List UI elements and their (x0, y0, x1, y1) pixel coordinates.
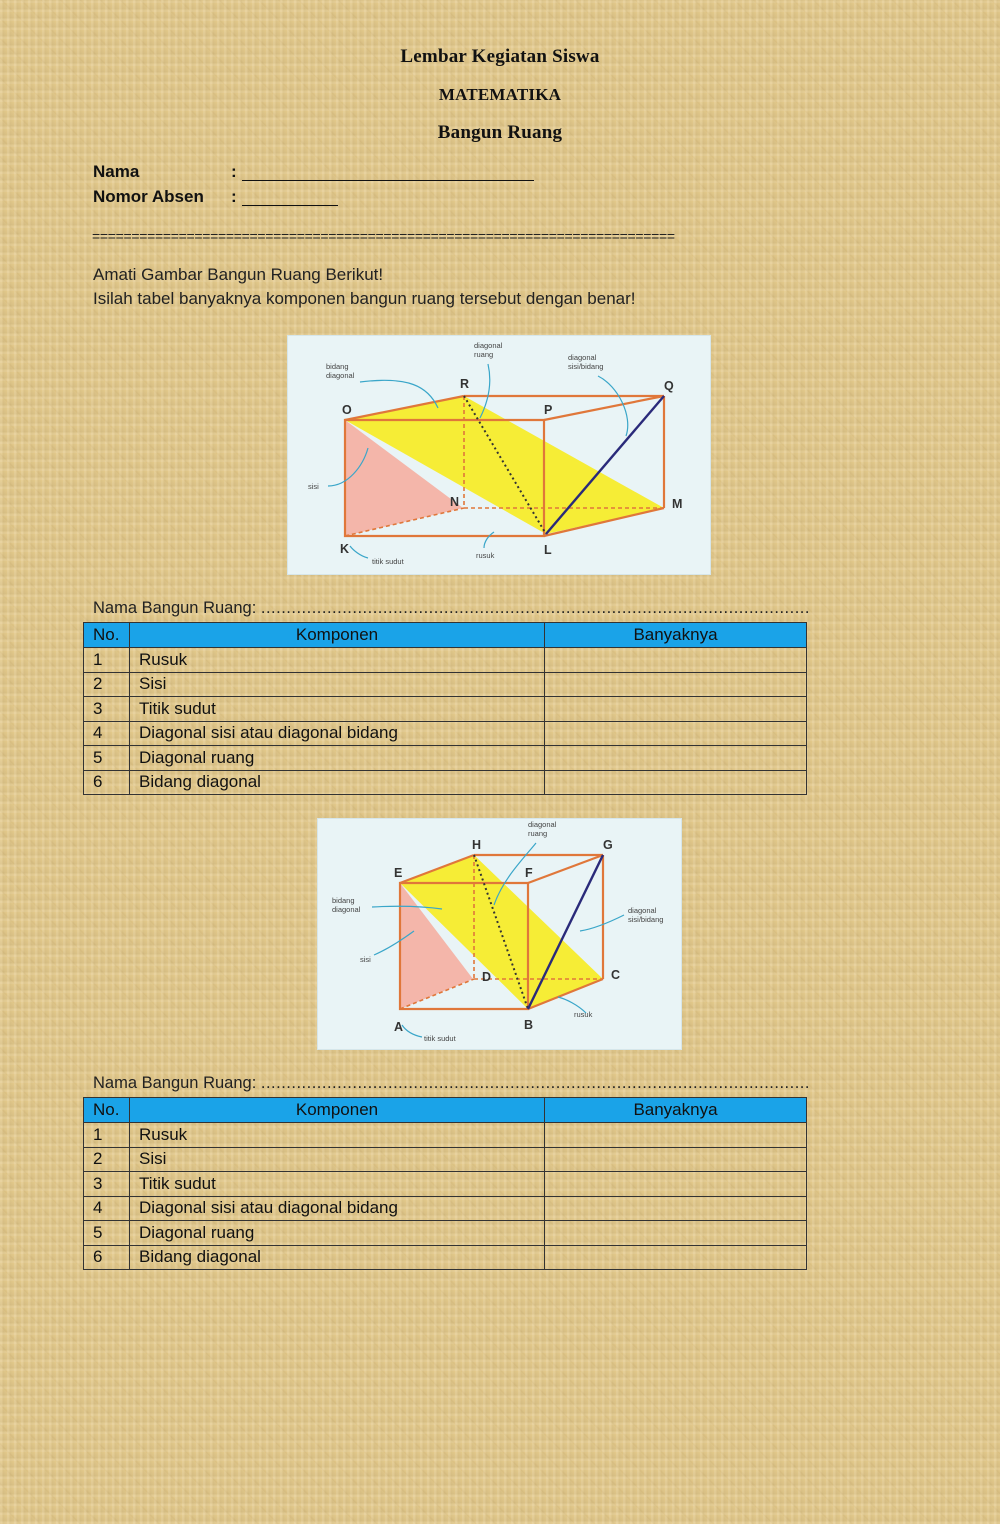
row-no: 4 (84, 721, 130, 746)
answer-cell[interactable] (545, 1147, 807, 1172)
vertex-H: H (472, 838, 482, 852)
row-komponen: Sisi (130, 672, 545, 697)
label-sisi: sisi (360, 955, 371, 964)
header-no: No. (84, 623, 130, 648)
answer-cell[interactable] (545, 770, 807, 795)
row-no: 1 (84, 648, 130, 673)
table-row (84, 721, 807, 746)
prism-figure-balok (287, 335, 711, 575)
topic-title: Bangun Ruang (437, 122, 563, 143)
label-diagonal: diagonal (326, 371, 355, 380)
instruction-line-1: Amati Gambar Bangun Ruang Berikut! (93, 265, 384, 284)
label-diagonal-sisi-2: sisi/bidang (568, 362, 604, 371)
label-bidang: bidang (332, 896, 355, 905)
label-diagonal-sisi-1: diagonal (568, 353, 597, 362)
vertex-R: R (460, 377, 470, 391)
answer-cell[interactable] (545, 648, 807, 673)
vertex-M: M (672, 497, 683, 511)
absen-label: Nomor Absen (93, 187, 204, 206)
table-row (84, 1196, 807, 1221)
vertex-A: A (394, 1020, 404, 1034)
row-komponen: Titik sudut (130, 697, 545, 722)
vertex-N: N (450, 495, 460, 509)
row-no: 2 (84, 672, 130, 697)
label-titik-sudut: titik sudut (424, 1034, 456, 1043)
header-komponen: Komponen (130, 1098, 545, 1123)
vertex-P: P (544, 403, 553, 417)
answer-cell[interactable] (545, 746, 807, 771)
vertex-C: C (611, 968, 621, 982)
row-komponen: Bidang diagonal (130, 1245, 545, 1270)
answer-cell[interactable] (545, 1221, 807, 1246)
vertex-K: K (340, 542, 350, 556)
table-row (84, 672, 807, 697)
table-row (84, 1221, 807, 1246)
shape-name-line-2[interactable] (93, 1074, 810, 1093)
row-no: 3 (84, 697, 130, 722)
header-banyaknya: Banyaknya (545, 623, 807, 648)
answer-cell[interactable] (545, 672, 807, 697)
row-no: 6 (84, 1245, 130, 1270)
row-komponen: Rusuk (130, 648, 545, 673)
name-colon: : (231, 162, 237, 181)
vertex-G: G (603, 838, 613, 852)
label-rusuk: rusuk (574, 1010, 593, 1019)
row-komponen: Bidang diagonal (130, 770, 545, 795)
header-no: No. (84, 1098, 130, 1123)
answer-cell[interactable] (545, 1245, 807, 1270)
shape-name-label: Nama Bangun Ruang: (93, 599, 257, 617)
table-row (84, 1172, 807, 1197)
table-row (84, 1123, 807, 1148)
label-diagonal-ruang-1: diagonal (474, 341, 503, 350)
row-no: 1 (84, 1123, 130, 1148)
shape-name-dots: ............................................................................................................ (260, 599, 810, 617)
table-row (84, 746, 807, 771)
subject-title: MATEMATIKA (438, 85, 562, 104)
vertex-Q: Q (664, 379, 674, 393)
absen-field[interactable] (242, 205, 338, 206)
label-diagonal-ruang-2: ruang (528, 829, 548, 838)
row-no: 2 (84, 1147, 130, 1172)
label-diagonal: diagonal (332, 905, 361, 914)
row-komponen: Rusuk (130, 1123, 545, 1148)
vertex-L: L (544, 543, 552, 557)
vertex-O: O (342, 403, 352, 417)
vertex-E: E (394, 866, 403, 880)
row-komponen: Diagonal ruang (130, 1221, 545, 1246)
shape-name-label: Nama Bangun Ruang: (93, 1074, 257, 1092)
row-no: 5 (84, 746, 130, 771)
answer-cell[interactable] (545, 1123, 807, 1148)
label-bidang: bidang (326, 362, 349, 371)
answer-cell[interactable] (545, 1196, 807, 1221)
header-banyaknya: Banyaknya (545, 1098, 807, 1123)
answer-cell[interactable] (545, 721, 807, 746)
answer-cell[interactable] (545, 1172, 807, 1197)
table-row (84, 697, 807, 722)
table-row (84, 770, 807, 795)
answer-cell[interactable] (545, 697, 807, 722)
label-diagonal-sisi-2: sisi/bidang (628, 915, 664, 924)
prism-figure-kubus (317, 818, 682, 1050)
vertex-F: F (525, 866, 533, 880)
row-no: 4 (84, 1196, 130, 1221)
table-row (84, 1245, 807, 1270)
row-no: 6 (84, 770, 130, 795)
row-komponen: Titik sudut (130, 1172, 545, 1197)
row-komponen: Sisi (130, 1147, 545, 1172)
header-komponen: Komponen (130, 623, 545, 648)
name-field[interactable] (242, 180, 534, 181)
instruction-line-2: Isilah tabel banyaknya komponen bangun ruang tersebut dengan benar! (93, 289, 636, 308)
components-table-2 (83, 1097, 807, 1270)
row-no: 3 (84, 1172, 130, 1197)
label-rusuk: rusuk (476, 551, 495, 560)
row-komponen: Diagonal sisi atau diagonal bidang (130, 1196, 545, 1221)
shape-name-dots: ............................................................................................................ (260, 1074, 810, 1092)
vertex-B: B (524, 1018, 534, 1032)
label-diagonal-ruang-2: ruang (474, 350, 494, 359)
name-label: Nama (93, 162, 140, 181)
worksheet-title: Lembar Kegiatan Siswa (400, 46, 600, 67)
shape-name-line-1[interactable] (93, 599, 810, 618)
label-diagonal-sisi-1: diagonal (628, 906, 657, 915)
components-table-1 (83, 622, 807, 795)
label-diagonal-ruang-1: diagonal (528, 820, 557, 829)
separator-line: ========================================================================== (92, 228, 675, 244)
table-row (84, 648, 807, 673)
label-sisi: sisi (308, 482, 319, 491)
absen-colon: : (231, 187, 237, 206)
row-komponen: Diagonal ruang (130, 746, 545, 771)
vertex-D: D (482, 970, 492, 984)
row-no: 5 (84, 1221, 130, 1246)
label-titik-sudut: titik sudut (372, 557, 404, 566)
table-row (84, 1147, 807, 1172)
row-komponen: Diagonal sisi atau diagonal bidang (130, 721, 545, 746)
